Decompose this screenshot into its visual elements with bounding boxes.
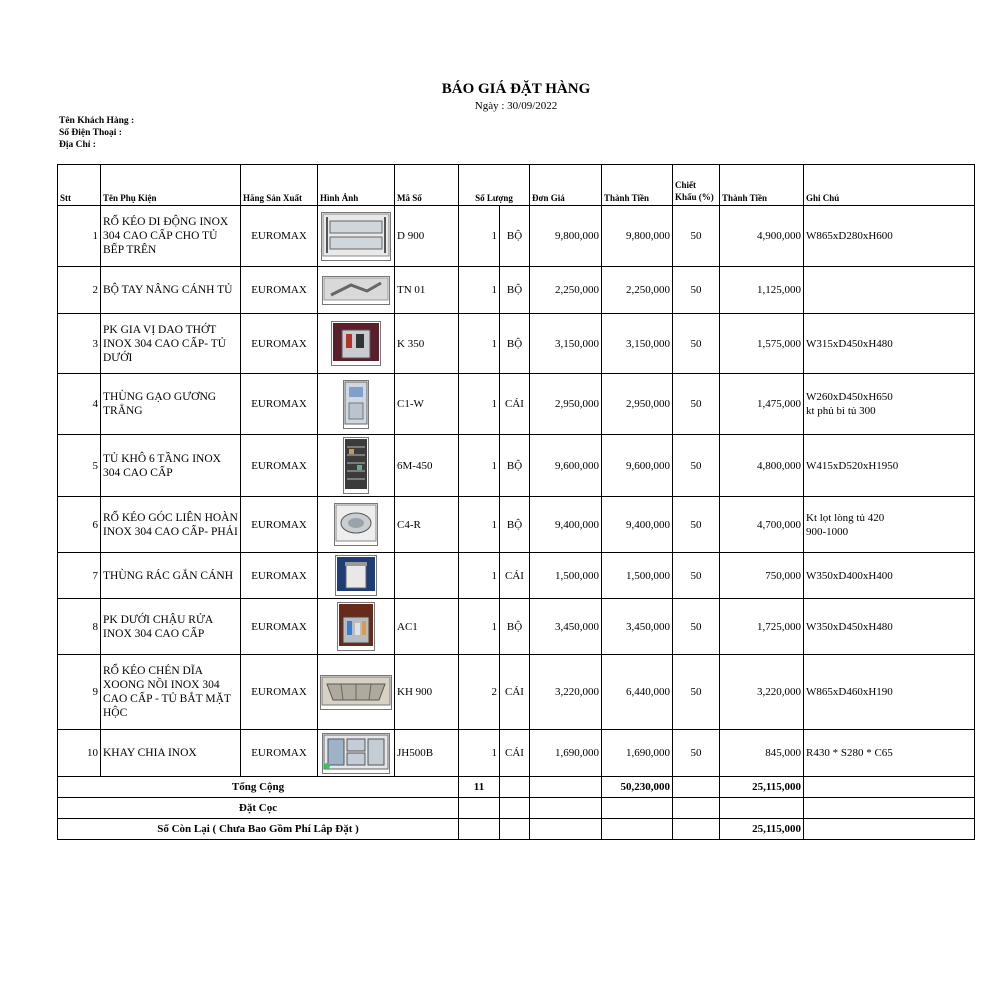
row-image-cell bbox=[318, 435, 395, 497]
row-stt: 8 bbox=[58, 599, 101, 655]
row-code: KH 900 bbox=[395, 655, 459, 730]
row-note: W350xD450xH480 bbox=[804, 599, 975, 655]
customer-name-label: Tên Khách Hàng : bbox=[59, 116, 135, 126]
row-image-cell bbox=[318, 267, 395, 314]
row-product-name: BỘ TAY NÂNG CÁNH TỦ bbox=[101, 267, 241, 314]
row-stt: 10 bbox=[58, 730, 101, 777]
row-qty: 1 bbox=[459, 206, 500, 267]
row-amount: 2,250,000 bbox=[602, 267, 673, 314]
row-note: W350xD400xH400 bbox=[804, 553, 975, 599]
row-unit: CÁI bbox=[500, 553, 530, 599]
col-header-brand: Hãng Sản Xuất bbox=[241, 165, 318, 206]
row-qty: 1 bbox=[459, 314, 500, 374]
row-unit-price: 9,800,000 bbox=[530, 206, 602, 267]
col-header-discount: Chiết Khấu (%) bbox=[673, 165, 720, 206]
row-qty: 1 bbox=[459, 497, 500, 553]
row-final-amount: 3,220,000 bbox=[720, 655, 804, 730]
row-image-cell bbox=[318, 497, 395, 553]
row-final-amount: 845,000 bbox=[720, 730, 804, 777]
product-thumbnail-image bbox=[320, 675, 392, 710]
row-note: R430 * S280 * C65 bbox=[804, 730, 975, 777]
row-unit-price: 9,400,000 bbox=[530, 497, 602, 553]
row-stt: 7 bbox=[58, 553, 101, 599]
row-brand: EUROMAX bbox=[241, 599, 318, 655]
row-unit-price: 3,150,000 bbox=[530, 314, 602, 374]
row-final-amount: 4,800,000 bbox=[720, 435, 804, 497]
row-discount: 50 bbox=[673, 206, 720, 267]
row-discount: 50 bbox=[673, 553, 720, 599]
product-thumbnail-image bbox=[331, 321, 381, 366]
quotation-table bbox=[57, 164, 975, 840]
row-image-cell bbox=[318, 374, 395, 435]
row-note: Kt lọt lòng tủ 420 900-1000 bbox=[804, 497, 975, 553]
table-row bbox=[58, 655, 975, 730]
row-code: K 350 bbox=[395, 314, 459, 374]
row-discount: 50 bbox=[673, 730, 720, 777]
row-stt: 5 bbox=[58, 435, 101, 497]
row-note: W260xD450xH650 kt phủ bì tủ 300 bbox=[804, 374, 975, 435]
row-code: TN 01 bbox=[395, 267, 459, 314]
table-header-row bbox=[58, 165, 975, 206]
row-final-amount: 1,725,000 bbox=[720, 599, 804, 655]
product-thumbnail-image bbox=[322, 276, 390, 305]
row-product-name: RỔ KÉO DI ĐỘNG INOX 304 CAO CẤP CHO TỦ BẾP TRÊN bbox=[101, 206, 241, 267]
total-label: Tổng Cộng bbox=[58, 777, 459, 798]
row-unit-price: 9,600,000 bbox=[530, 435, 602, 497]
row-brand: EUROMAX bbox=[241, 267, 318, 314]
row-unit: CÁI bbox=[500, 655, 530, 730]
row-unit-price: 2,950,000 bbox=[530, 374, 602, 435]
table-row bbox=[58, 435, 975, 497]
row-code: C4-R bbox=[395, 497, 459, 553]
row-brand: EUROMAX bbox=[241, 655, 318, 730]
row-amount: 6,440,000 bbox=[602, 655, 673, 730]
row-discount: 50 bbox=[673, 314, 720, 374]
table-row bbox=[58, 267, 975, 314]
row-unit: BỘ bbox=[500, 435, 530, 497]
col-header-unit-price: Đơn Giá bbox=[530, 165, 602, 206]
table-row bbox=[58, 206, 975, 267]
product-thumbnail-image bbox=[337, 602, 375, 651]
row-unit: CÁI bbox=[500, 730, 530, 777]
row-stt: 4 bbox=[58, 374, 101, 435]
row-note: W415xD520xH1950 bbox=[804, 435, 975, 497]
product-thumbnail-image bbox=[334, 503, 378, 546]
product-thumbnail-image bbox=[322, 733, 390, 774]
row-amount: 1,500,000 bbox=[602, 553, 673, 599]
row-final-amount: 4,900,000 bbox=[720, 206, 804, 267]
row-unit-price: 1,690,000 bbox=[530, 730, 602, 777]
row-amount: 9,600,000 bbox=[602, 435, 673, 497]
row-discount: 50 bbox=[673, 599, 720, 655]
row-stt: 6 bbox=[58, 497, 101, 553]
total-row bbox=[58, 777, 975, 798]
row-note: W865xD460xH190 bbox=[804, 655, 975, 730]
row-code: D 900 bbox=[395, 206, 459, 267]
row-discount: 50 bbox=[673, 655, 720, 730]
row-product-name: THÙNG RÁC GẮN CÁNH bbox=[101, 553, 241, 599]
row-note bbox=[804, 267, 975, 314]
row-image-cell bbox=[318, 599, 395, 655]
table-row bbox=[58, 553, 975, 599]
row-unit: BỘ bbox=[500, 267, 530, 314]
row-unit-price: 2,250,000 bbox=[530, 267, 602, 314]
page-title: BÁO GIÁ ĐẶT HÀNG bbox=[441, 81, 591, 97]
row-image-cell bbox=[318, 655, 395, 730]
row-stt: 9 bbox=[58, 655, 101, 730]
row-amount: 9,800,000 bbox=[602, 206, 673, 267]
row-final-amount: 750,000 bbox=[720, 553, 804, 599]
product-thumbnail-image bbox=[335, 555, 377, 596]
col-header-image: Hình Ảnh bbox=[318, 165, 395, 206]
row-unit: BỘ bbox=[500, 206, 530, 267]
row-product-name: TỦ KHÔ 6 TẦNG INOX 304 CAO CẤP bbox=[101, 435, 241, 497]
total-qty: 11 bbox=[459, 777, 500, 798]
row-image-cell bbox=[318, 206, 395, 267]
row-unit: BỘ bbox=[500, 599, 530, 655]
row-brand: EUROMAX bbox=[241, 553, 318, 599]
row-amount: 9,400,000 bbox=[602, 497, 673, 553]
col-header-stt: Stt bbox=[58, 165, 101, 206]
row-final-amount: 1,575,000 bbox=[720, 314, 804, 374]
row-image-cell bbox=[318, 730, 395, 777]
table-row bbox=[58, 314, 975, 374]
row-product-name: PK GIA VỊ DAO THỚT INOX 304 CAO CẤP- TỦ DƯỚI bbox=[101, 314, 241, 374]
row-note: W315xD450xH480 bbox=[804, 314, 975, 374]
quote-date: Ngày : 30/09/2022 bbox=[474, 100, 558, 112]
row-code bbox=[395, 553, 459, 599]
remaining-label: Số Còn Lại ( Chưa Bao Gồm Phí Lắp Đặt ) bbox=[58, 819, 459, 840]
deposit-label: Đặt Cọc bbox=[58, 798, 459, 819]
row-discount: 50 bbox=[673, 374, 720, 435]
row-product-name: PK DƯỚI CHẬU RỬA INOX 304 CAO CẤP bbox=[101, 599, 241, 655]
row-qty: 1 bbox=[459, 553, 500, 599]
row-qty: 1 bbox=[459, 435, 500, 497]
row-qty: 1 bbox=[459, 267, 500, 314]
row-product-name: RỔ KÉO GÓC LIÊN HOÀN INOX 304 CAO CẤP- PHẢI bbox=[101, 497, 241, 553]
row-discount: 50 bbox=[673, 267, 720, 314]
total-amount: 50,230,000 bbox=[602, 777, 673, 798]
row-image-cell bbox=[318, 314, 395, 374]
row-final-amount: 4,700,000 bbox=[720, 497, 804, 553]
row-final-amount: 1,125,000 bbox=[720, 267, 804, 314]
row-unit-price: 3,450,000 bbox=[530, 599, 602, 655]
row-brand: EUROMAX bbox=[241, 206, 318, 267]
col-header-code: Mã Số bbox=[395, 165, 459, 206]
col-header-amount: Thành Tiền bbox=[602, 165, 673, 206]
phone-label: Số Điện Thoại : bbox=[59, 128, 122, 138]
row-product-name: KHAY CHIA INOX bbox=[101, 730, 241, 777]
row-discount: 50 bbox=[673, 435, 720, 497]
row-stt: 3 bbox=[58, 314, 101, 374]
row-unit-price: 1,500,000 bbox=[530, 553, 602, 599]
remaining-row bbox=[58, 819, 975, 840]
row-unit: BỘ bbox=[500, 314, 530, 374]
col-header-note: Ghi Chú bbox=[804, 165, 975, 206]
row-final-amount: 1,475,000 bbox=[720, 374, 804, 435]
deposit-row bbox=[58, 798, 975, 819]
row-code: C1-W bbox=[395, 374, 459, 435]
col-header-final-amount: Thành Tiền bbox=[720, 165, 804, 206]
row-code: AC1 bbox=[395, 599, 459, 655]
row-unit: BỘ bbox=[500, 497, 530, 553]
remaining-final-amount: 25,115,000 bbox=[720, 819, 804, 840]
row-qty: 1 bbox=[459, 599, 500, 655]
row-amount: 3,450,000 bbox=[602, 599, 673, 655]
row-brand: EUROMAX bbox=[241, 435, 318, 497]
row-qty: 2 bbox=[459, 655, 500, 730]
row-brand: EUROMAX bbox=[241, 374, 318, 435]
row-amount: 2,950,000 bbox=[602, 374, 673, 435]
table-row bbox=[58, 497, 975, 553]
product-thumbnail-image bbox=[321, 212, 391, 261]
row-amount: 1,690,000 bbox=[602, 730, 673, 777]
table-row bbox=[58, 599, 975, 655]
row-brand: EUROMAX bbox=[241, 730, 318, 777]
row-code: JH500B bbox=[395, 730, 459, 777]
row-discount: 50 bbox=[673, 497, 720, 553]
row-brand: EUROMAX bbox=[241, 314, 318, 374]
row-qty: 1 bbox=[459, 730, 500, 777]
address-label: Địa Chỉ : bbox=[59, 140, 96, 150]
row-stt: 1 bbox=[58, 206, 101, 267]
col-header-qty: Số Lượng bbox=[459, 165, 530, 206]
row-unit-price: 3,220,000 bbox=[530, 655, 602, 730]
row-qty: 1 bbox=[459, 374, 500, 435]
product-thumbnail-image bbox=[343, 380, 369, 429]
row-product-name: RỔ KÉO CHÉN DĨA XOONG NỒI INOX 304 CAO CẤP - TỦ BẮT MẶT HỘC bbox=[101, 655, 241, 730]
row-product-name: THÙNG GẠO GƯƠNG TRẮNG bbox=[101, 374, 241, 435]
table-row bbox=[58, 730, 975, 777]
row-stt: 2 bbox=[58, 267, 101, 314]
total-final-amount: 25,115,000 bbox=[720, 777, 804, 798]
row-amount: 3,150,000 bbox=[602, 314, 673, 374]
row-brand: EUROMAX bbox=[241, 497, 318, 553]
row-note: W865xD280xH600 bbox=[804, 206, 975, 267]
table-row bbox=[58, 374, 975, 435]
row-code: 6M-450 bbox=[395, 435, 459, 497]
product-thumbnail-image bbox=[343, 437, 369, 494]
row-image-cell bbox=[318, 553, 395, 599]
col-header-name: Tên Phụ Kiện bbox=[101, 165, 241, 206]
row-unit: CÁI bbox=[500, 374, 530, 435]
